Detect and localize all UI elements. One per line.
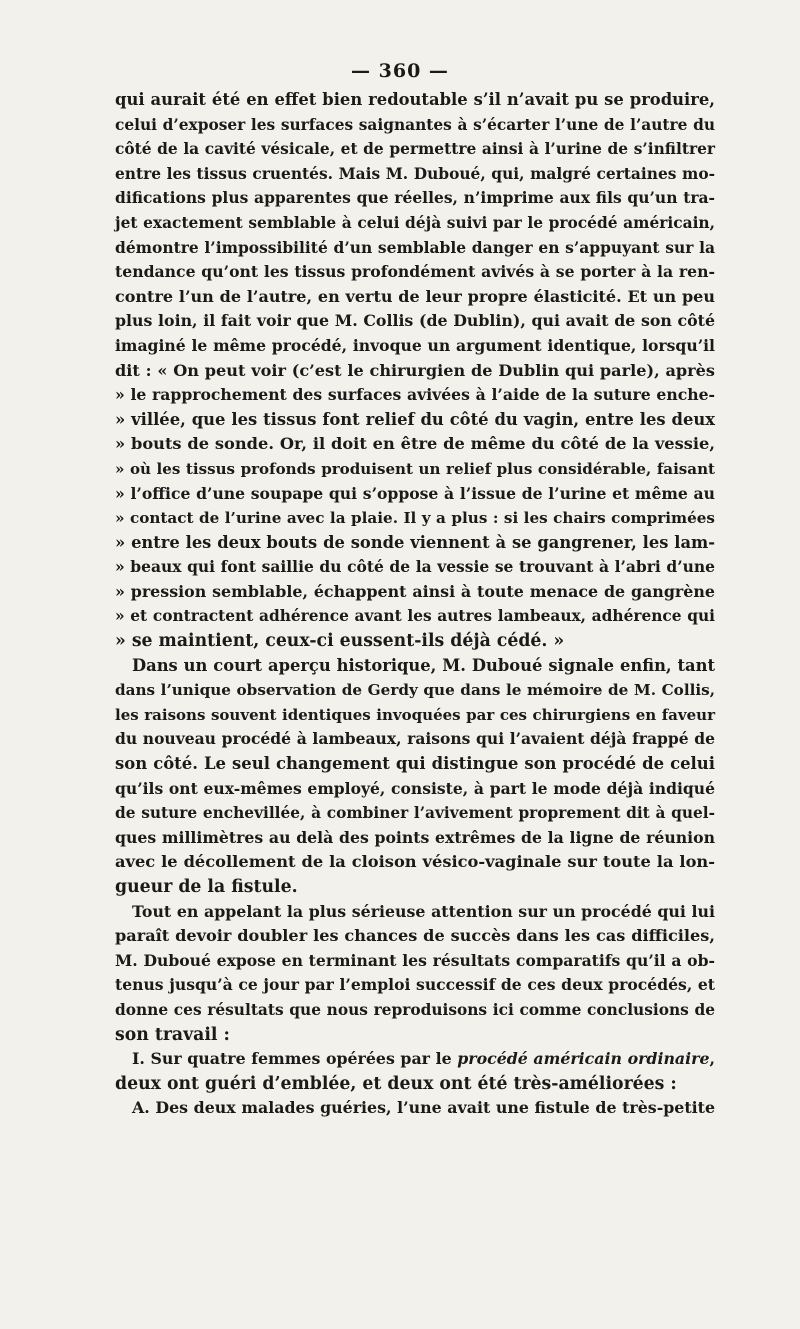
text-line: deux ont guéri d’emblée, et deux ont été très-améliorées : [115, 1073, 677, 1094]
text-line: » où les tissus profonds produisent un relief plus considérable, faisant [115, 459, 715, 478]
text-line: » bouts de sonde. Or, il doit en être de même du côté de la vessie, [115, 434, 715, 454]
text-line: » l’office d’une soupape qui s’oppose à l’issue de l’urine et même au [115, 483, 715, 503]
text-line: démontre l’impossibilité d’un semblable danger en s’appuyant sur la [115, 237, 715, 257]
text-line: difications plus apparentes que réelles, n’imprime aux fils qu’un tra- [115, 188, 715, 208]
text-line: A. Des deux malades guéries, l’une avait une fistule de très-petite [132, 1098, 715, 1118]
text-line: » entre les deux bouts de sonde viennent à se gangrener, les lam- [115, 532, 715, 552]
text-line: » beaux qui font saillie du côté de la vessie se trouvant à l’abri d’une [115, 557, 715, 577]
text-line: I. Sur quatre femmes opérées par le procédé américain ordinaire, [132, 1049, 715, 1069]
text-line: imaginé le même procédé, invoque un argument identique, lorsqu’il [115, 335, 715, 355]
text-line: gueur de la fistule. [115, 877, 298, 897]
text-line: du nouveau procédé à lambeaux, raisons qui l’avaient déjà frappé de [115, 729, 715, 749]
text-line: plus loin, il fait voir que M. Collis (de Dublin), qui avait de son côté [115, 311, 715, 331]
text-line: » pression semblable, échappent ainsi à toute menace de gangrène [115, 581, 715, 601]
text-line: dit : « On peut voir (c’est le chirurgien de Dublin qui parle), après [115, 360, 715, 380]
text-line: jet exactement semblable à celui déjà suivi par le procédé américain, [115, 213, 715, 232]
text-line: de suture enchevillée, à combiner l’avivement proprement dit à quel- [115, 804, 715, 823]
body-text [115, 88, 715, 1121]
text-line: qu’ils ont eux-mêmes employé, consiste, à part le mode déjà indiqué [115, 778, 715, 798]
text-line: paraît devoir doubler les chances de succès dans les cas difficiles, [115, 926, 715, 946]
text-line: ques millimètres au delà des points extrêmes de la ligne de réunion [115, 827, 715, 847]
text-line: » et contractent adhérence avant les autres lambeaux, adhérence qui [115, 607, 715, 626]
text-line: tendance qu’ont les tissus profondément avivés à se porter à la ren- [115, 262, 715, 282]
text-line: M. Duboué expose en terminant les résultats comparatifs qu’il a ob- [115, 950, 715, 970]
text-line: son travail : [115, 1024, 230, 1045]
text-line: » villée, que les tissus font relief du côté du vagin, entre les deux [115, 409, 715, 429]
text-line: donne ces résultats que nous reproduisons ici comme conclusions de [115, 1000, 715, 1019]
text-line: Tout en appelant la plus sérieuse attention sur un procédé qui lui [132, 901, 715, 921]
italic-term: procédé américain ordinaire [457, 1049, 710, 1069]
text-line: entre les tissus cruentés. Mais M. Duboué, qui, malgré certaines mo- [115, 164, 715, 183]
text-line: Dans un court aperçu historique, M. Duboué signale enfin, tant [132, 655, 715, 675]
text-line: côté de la cavité vésicale, et de permettre ainsi à l’urine de s’infiltrer [115, 140, 715, 159]
text-line: les raisons souvent identiques invoquées par ces chirurgiens en faveur [115, 705, 715, 724]
page-number: — 360 — [351, 60, 449, 82]
text-line: dans l’unique observation de Gerdy que dans le mémoire de M. Collis, [115, 681, 715, 700]
text-line: » se maintient, ceux-ci eussent-ils déjà cédé. » [115, 631, 565, 652]
text-line: » contact de l’urine avec la plaie. Il y a plus : si les chairs comprimées [115, 509, 715, 528]
text-line: tenus jusqu’à ce jour par l’emploi successif de ces deux procédés, et [115, 975, 715, 995]
text-line: son côté. Le seul changement qui distingue son procédé de celui [115, 754, 715, 774]
text-line: contre l’un de l’autre, en vertu de leur propre élasticité. Et un peu [115, 286, 715, 306]
text-line: avec le décollement de la cloison vésico-vaginale sur toute la lon- [115, 852, 715, 872]
text-line: celui d’exposer les surfaces saignantes à s’écarter l’une de l’autre du [115, 115, 715, 134]
text-line: » le rapprochement des surfaces avivées à l’aide de la suture enche- [115, 385, 715, 405]
text-line: qui aurait été en effet bien redoutable s’il n’avait pu se produire, [115, 90, 715, 109]
